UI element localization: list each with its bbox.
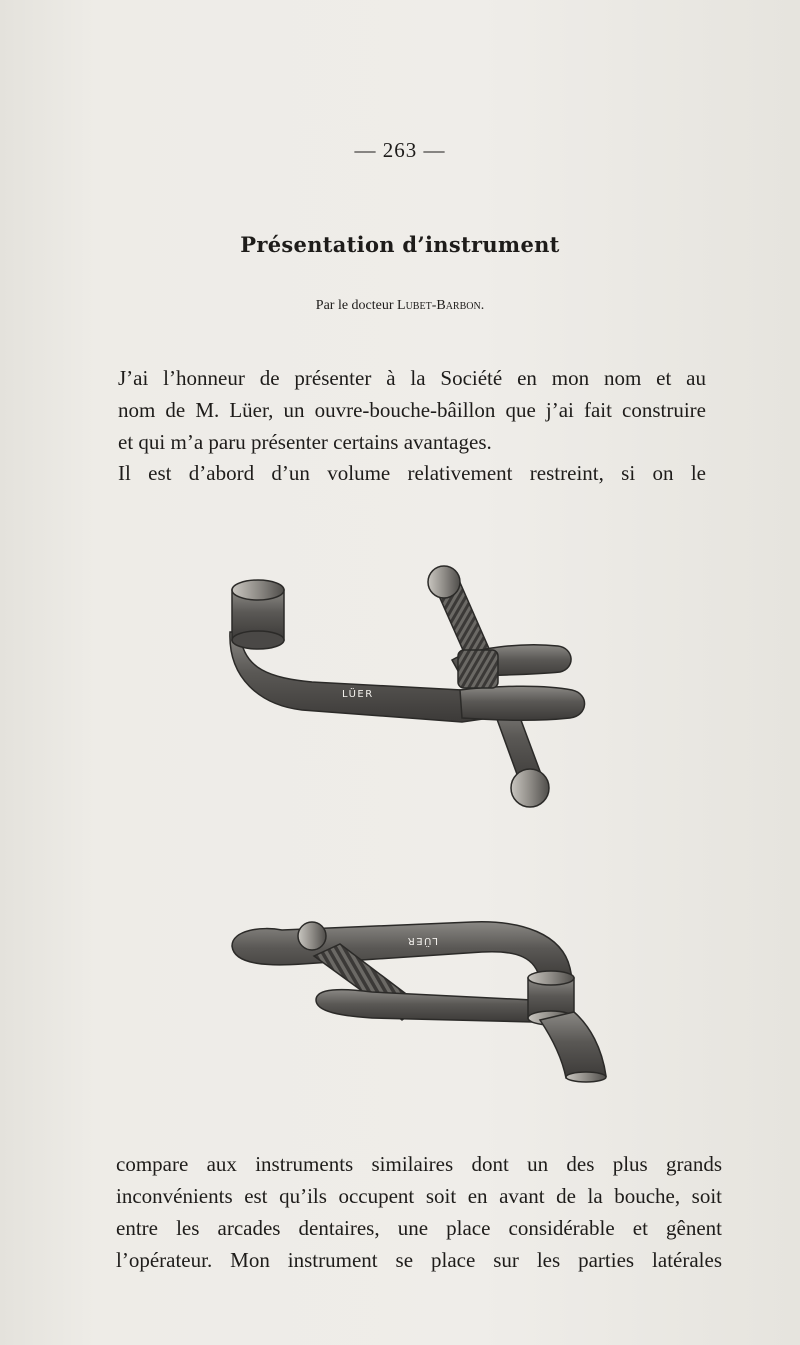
paragraph-line: entre les arcades dentaires, une place considérable et gênent xyxy=(116,1216,722,1240)
instrument-illustration-bottom xyxy=(222,908,612,1090)
engraved-maker-mark: LÜER xyxy=(342,689,374,700)
paragraph-comparison xyxy=(116,1148,722,1276)
paragraph-volume xyxy=(118,457,706,489)
paragraph-line: Il est d’abord d’un volume relativement restreint, si on le xyxy=(118,461,706,485)
instrument-illustration-top xyxy=(222,560,592,815)
paragraph-line: l’opérateur. Mon instrument se place sur les parties latérales xyxy=(116,1248,722,1272)
page-number: — 263 — xyxy=(354,138,446,162)
paragraph-line: nom de M. Lüer, un ouvre-bouche-bâillon que j’ai fait construire xyxy=(118,398,706,422)
byline-prefix: Par le docteur xyxy=(315,298,394,313)
article-title: Présentation d’instrument xyxy=(240,232,560,257)
engraved-maker-mark: LÜER xyxy=(406,935,438,946)
byline xyxy=(0,298,800,314)
paragraph-line: et qui m’a paru présenter certains avantages. xyxy=(118,430,492,454)
byline-author: Lubet-Barbon. xyxy=(397,298,485,313)
paragraph-intro xyxy=(118,362,706,458)
paragraph-line: J’ai l’honneur de présenter à la Société en mon nom et au xyxy=(118,366,706,390)
paragraph-line: inconvénients est qu’ils occupent soit en avant de la bouche, soit xyxy=(116,1184,722,1208)
paragraph-line: compare aux instruments similaires dont un des plus grands xyxy=(116,1152,722,1176)
